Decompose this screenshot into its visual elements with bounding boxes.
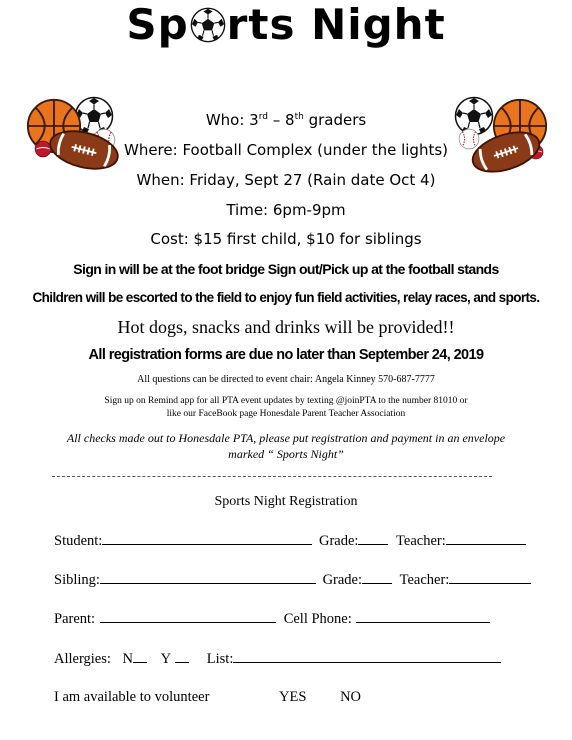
cost-line: Cost: $15 first child, $10 for siblings: [150, 230, 422, 248]
grade-field[interactable]: [362, 571, 392, 584]
food-line: Hot dogs, snacks and drinks will be provided!!: [117, 317, 455, 337]
parent-row: [54, 610, 490, 628]
teacher-label: Teacher:: [396, 533, 446, 549]
title-part-1: Sp: [126, 0, 189, 49]
cell-phone-field[interactable]: [356, 610, 490, 623]
when-line: When: Friday, Sept 27 (Rain date Oct 4): [136, 171, 436, 189]
allergies-n-label: N: [122, 651, 134, 667]
remind-line-1: Sign up on Remind app for all PTA event updates by texting @joinPTA to the number 81010 or: [104, 396, 468, 406]
cut-line-divider: [52, 476, 492, 477]
checks-line-2: marked “ Sports Night”: [228, 447, 344, 461]
volunteer-yes-option[interactable]: YES: [279, 689, 307, 705]
time-line: Time: 6pm-9pm: [226, 201, 346, 219]
volunteer-label: I am available to volunteer: [54, 689, 210, 705]
soccer-ball-icon: [190, 7, 226, 43]
allergies-y-field[interactable]: [175, 650, 189, 663]
allergies-label: Allergies:: [54, 651, 111, 667]
parent-field[interactable]: [100, 610, 276, 623]
cell-phone-label: Cell Phone:: [283, 611, 352, 627]
grade-label: Grade:: [322, 572, 363, 588]
teacher-field[interactable]: [449, 571, 531, 584]
teacher-label: Teacher:: [399, 572, 450, 588]
sports-balls-left: [26, 94, 126, 174]
registration-title: Sports Night Registration: [214, 494, 358, 509]
teacher-field[interactable]: [446, 532, 526, 545]
student-field[interactable]: [102, 532, 312, 545]
page-title: [0, 0, 572, 49]
sibling-label: Sibling:: [54, 572, 100, 588]
allergies-y-label: Y: [160, 651, 172, 667]
student-row: [54, 532, 526, 550]
remind-line-2: like our FaceBook page Honesdale Parent Teacher Association: [166, 409, 406, 419]
allergies-row: [54, 650, 501, 668]
sibling-field[interactable]: [100, 571, 316, 584]
where-line: Where: Football Complex (under the lights): [123, 141, 448, 159]
volunteer-no-option[interactable]: NO: [340, 689, 362, 705]
list-label: List:: [206, 651, 234, 667]
sign-in-line: Sign in will be at the foot bridge Sign out/Pick up at the football stands: [73, 261, 499, 277]
volunteer-row: [54, 689, 361, 706]
allergies-n-field[interactable]: [133, 650, 147, 663]
due-date-line: All registration forms are due no later than September 24, 2019: [88, 347, 484, 363]
who-line: Who: 3rd – 8th graders: [205, 111, 367, 129]
questions-line: All questions can be directed to event chair: Angela Kinney 570-687-7777: [137, 374, 435, 385]
parent-label: Parent:: [54, 611, 96, 627]
sibling-row: [54, 571, 531, 589]
grade-label: Grade:: [318, 533, 359, 549]
checks-line-1: All checks made out to Honesdale PTA, please put registration and payment in an envelope: [66, 431, 506, 445]
sports-balls-right: [452, 94, 552, 174]
escort-line: Children will be escorted to the field to enjoy fun field activities, relay races, and sports.: [32, 290, 540, 305]
allergies-list-field[interactable]: [233, 650, 501, 663]
student-label: Student:: [54, 533, 103, 549]
title-part-2: rts Night: [226, 0, 446, 49]
grade-field[interactable]: [358, 532, 388, 545]
